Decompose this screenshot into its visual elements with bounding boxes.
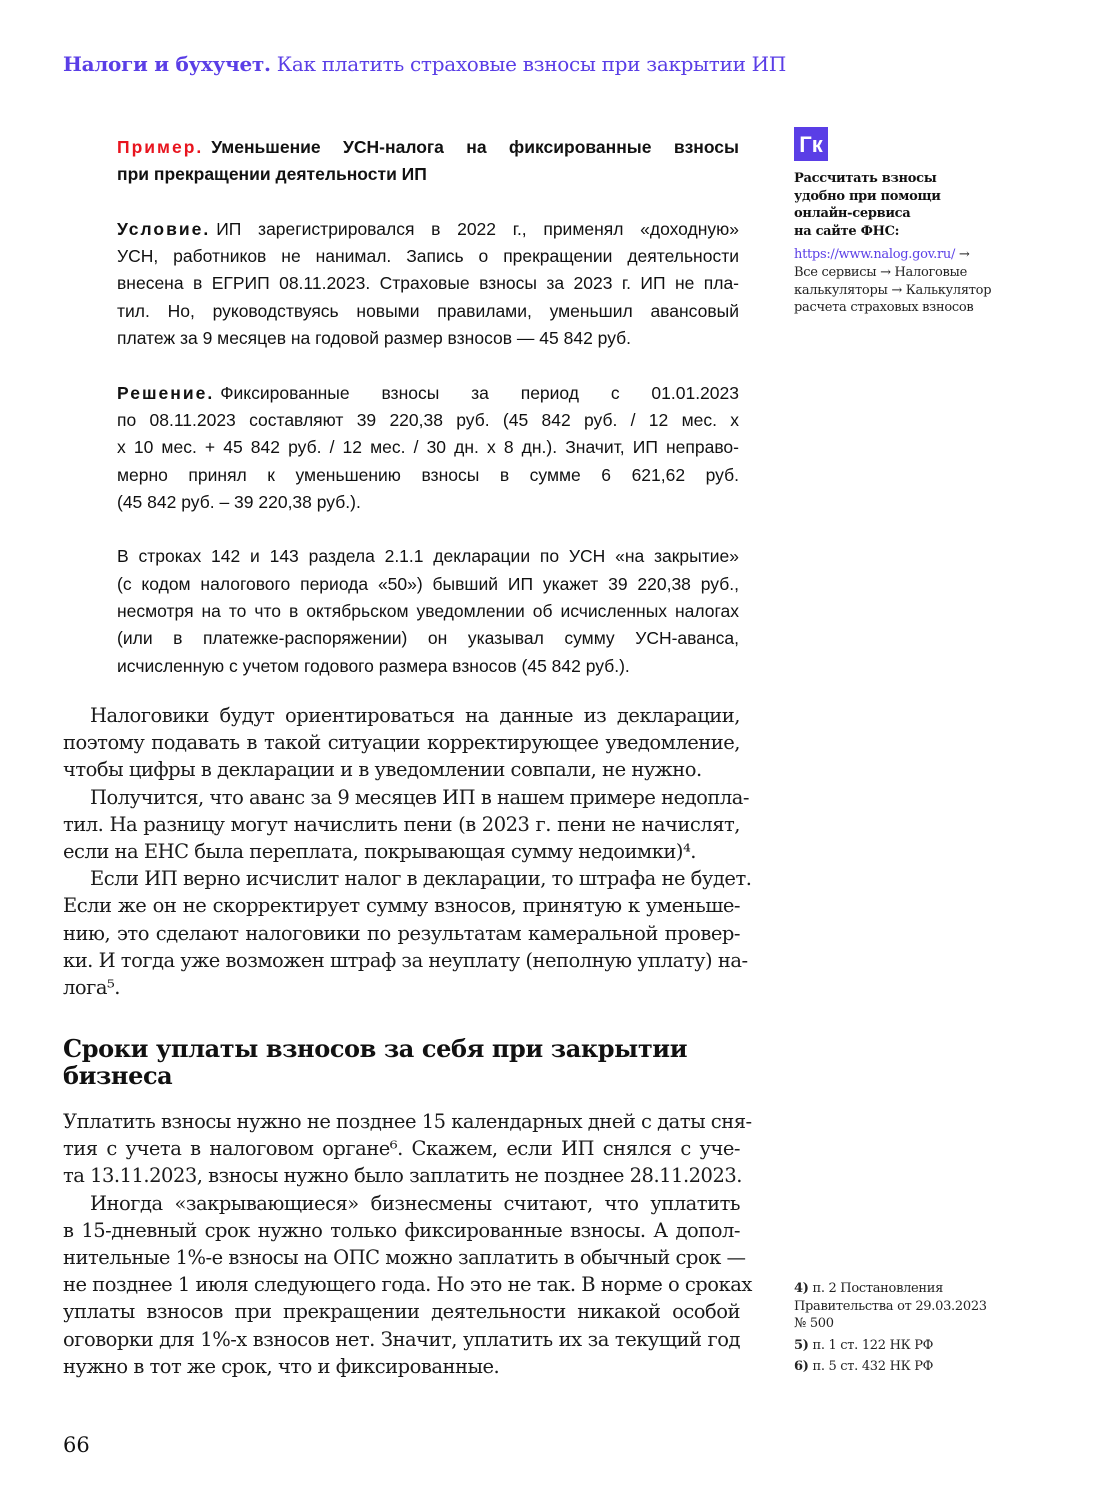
footnote-line bbox=[794, 1298, 1009, 1316]
paragraph-line: та 13.11.2023, взносы нужно было заплатить не позднее 28.11.2023. bbox=[63, 1164, 742, 1188]
footnote-line bbox=[794, 1315, 1009, 1333]
footnote-text: п. 2 Постановления bbox=[812, 1281, 944, 1296]
example-title-line: при прекращении деятельности ИП bbox=[117, 164, 427, 185]
sidebar-title-line: на сайте ФНС: bbox=[794, 223, 900, 239]
heading-line: Сроки уплаты взносов за себя при закрытии bbox=[63, 1034, 688, 1063]
line-text: несмотря на то что в октябрьском уведомлении об исчисленных налогах bbox=[117, 601, 739, 622]
footnotes bbox=[794, 1280, 1009, 1380]
example-line bbox=[117, 462, 739, 489]
footnote-number: 5) bbox=[794, 1337, 809, 1353]
paragraph-line: тил. На разницу могут начислить пени (в 2023 г. пени не начислят, bbox=[63, 812, 740, 836]
example-line bbox=[117, 270, 739, 297]
footnote bbox=[794, 1280, 1009, 1333]
example-note bbox=[117, 543, 739, 679]
sidebar-note bbox=[794, 170, 1009, 317]
paragraph-line: Получится, что аванс за 9 месяцев ИП в нашем примере недопла- bbox=[90, 785, 749, 809]
example-section-label: Решение. bbox=[117, 382, 215, 403]
example-solution bbox=[117, 380, 739, 516]
sidebar-title-line: Рассчитать взносы bbox=[794, 171, 937, 186]
example-title-line: Пример. Уменьшение УСН-налога на фиксированные взносы bbox=[117, 137, 739, 157]
body-text-bottom bbox=[63, 1108, 752, 1380]
line-text: внесена в ЕГРИП 08.11.2023. Страховые взносы за 2023 г. ИП не пла- bbox=[117, 273, 739, 294]
footnote bbox=[794, 1337, 1009, 1355]
footnote-text: Правительства от 29.03.2023 bbox=[794, 1298, 987, 1314]
fns-link[interactable]: https://www.nalog.gov.ru/ bbox=[794, 247, 956, 263]
footnote-text: № 500 bbox=[794, 1316, 834, 1332]
example-box bbox=[117, 134, 739, 680]
paragraph-line: оговорки для 1%-х взносов нет. Значит, уплатить их за текущий год bbox=[63, 1327, 740, 1351]
sidebar-title bbox=[794, 170, 1009, 240]
paragraph-line: поэтому подавать в такой ситуации корректирующее уведомление, bbox=[63, 731, 740, 755]
example-line bbox=[117, 653, 739, 680]
example-condition bbox=[117, 216, 739, 352]
paragraph-line: тия с учета в налоговом органе⁶. Скажем, если ИП снялся с уче- bbox=[63, 1137, 740, 1161]
section-heading bbox=[63, 1035, 687, 1089]
footnote-number: 4) bbox=[794, 1281, 809, 1296]
line-text: тил. Но, руководствуясь новыми правилами, уменьшил авансовый bbox=[117, 300, 739, 321]
paragraph-line: Если же он не скорректирует сумму взносов, принятую к уменьше- bbox=[63, 894, 740, 918]
paragraph-line: Налоговики будут ориентироваться на данные из декларации, bbox=[90, 704, 740, 727]
example-line bbox=[117, 243, 739, 270]
paragraph-line: ки. И тогда уже возможен штраф за неуплату (неполную уплату) на- bbox=[63, 948, 748, 972]
sidebar-path-line: Все сервисы → Налоговые bbox=[794, 264, 967, 280]
line-text: В строках 142 и 143 раздела 2.1.1 декларации по УСН «на закрытие» bbox=[117, 546, 739, 567]
example-line bbox=[117, 489, 739, 516]
paragraph-line: нужно в тот же срок, что и фиксированные. bbox=[63, 1354, 500, 1378]
footnote-line bbox=[794, 1337, 1009, 1355]
line-text: Фиксированные взносы за период с 01.01.2023 bbox=[220, 382, 739, 403]
paragraph-line: Иногда «закрывающиеся» бизнесмены считают, что уплатить bbox=[90, 1191, 740, 1215]
line-text: мерно принял к уменьшению взносы в сумме 6 621,62 руб. bbox=[117, 464, 739, 485]
example-line bbox=[117, 380, 739, 407]
paragraph-line: в 15-дневный срок нужно только фиксированные взносы. А допол- bbox=[63, 1218, 740, 1242]
paragraph-line: Уплатить взносы нужно не позднее 15 календарных дней с даты сня- bbox=[63, 1110, 752, 1133]
page-number: 66 bbox=[63, 1433, 90, 1457]
footnote-line bbox=[794, 1358, 1009, 1376]
line-text: по 08.11.2023 составляют 39 220,38 руб. (45 842 руб. / 12 мес. х bbox=[117, 409, 739, 430]
footnote-text: п. 5 ст. 432 НК РФ bbox=[812, 1359, 934, 1375]
example-line bbox=[117, 571, 739, 598]
body-text-top bbox=[63, 702, 752, 1001]
example-line bbox=[117, 543, 739, 570]
sidebar-path-line: расчета страховых взносов bbox=[794, 300, 974, 316]
line-text: (или в платежке-распоряжении) он указывал сумму УСН-аванса, bbox=[117, 628, 739, 649]
example-section-label: Условие. bbox=[117, 218, 211, 239]
paragraph-line: нию, это сделают налоговики по результатам камеральной провер- bbox=[63, 921, 740, 945]
example-line bbox=[117, 298, 739, 325]
line-text: платеж за 9 месяцев на годовой размер взносов — 45 842 руб. bbox=[117, 328, 632, 349]
sidebar-title-line: удобно при помощи bbox=[794, 188, 941, 204]
example-line bbox=[117, 325, 739, 352]
paragraph-line: чтобы цифры в декларации и в уведомлении совпали, не нужно. bbox=[63, 758, 702, 782]
footnote-number: 6) bbox=[794, 1359, 809, 1375]
footnote-text: п. 1 ст. 122 НК РФ bbox=[812, 1337, 934, 1353]
footnote-line bbox=[794, 1280, 1009, 1298]
line-text: УСН, работников не нанимал. Запись о прекращении деятельности bbox=[117, 246, 739, 267]
arrow: → bbox=[958, 247, 970, 263]
line-text: х 10 мес. + 45 842 руб. / 12 мес. / 30 дн. х 8 дн.). Значит, ИП неправо- bbox=[117, 437, 739, 458]
logo-text: Гк bbox=[799, 132, 823, 157]
running-head-title: Как платить страховые взносы при закрытии ИП bbox=[276, 52, 786, 76]
running-head bbox=[63, 52, 786, 76]
line-text: (45 842 руб. – 39 220,38 руб.). bbox=[117, 491, 361, 512]
footnote bbox=[794, 1358, 1009, 1376]
sidebar-path-line: калькуляторы → Калькулятор bbox=[794, 282, 992, 298]
example-label: Пример. bbox=[117, 137, 204, 157]
paragraph-line: лога⁵. bbox=[63, 976, 120, 1000]
example-line bbox=[117, 407, 739, 434]
paragraph-line: уплаты взносов при прекращении деятельности никакой особой bbox=[63, 1300, 740, 1324]
example-line bbox=[117, 434, 739, 461]
paragraph-line: не позднее 1 июля следующего года. Но это не так. В норме о сроках bbox=[63, 1273, 752, 1297]
example-line bbox=[117, 625, 739, 652]
line-text: исчисленную с учетом годового размера взносов (45 842 руб.). bbox=[117, 655, 630, 676]
paragraph-line: если на ЕНС была переплата, покрывающая сумму недоимки)⁴. bbox=[63, 840, 696, 864]
paragraph-line: нительные 1%-е взносы на ОПС можно заплатить в обычный срок — bbox=[63, 1246, 746, 1270]
sidebar-path bbox=[794, 246, 1009, 264]
line-text: ИП зарегистрировался в 2022 г., применял «доходную» bbox=[216, 218, 739, 239]
example-line bbox=[117, 598, 739, 625]
line-text: (с кодом налогового периода «50») бывший ИП укажет 39 220,38 руб., bbox=[117, 573, 739, 594]
sidebar-title-line: онлайн-сервиса bbox=[794, 206, 911, 222]
heading-line: бизнеса bbox=[63, 1061, 173, 1090]
paragraph-line: Если ИП верно исчислит налог в декларации, то штрафа не будет. bbox=[90, 867, 752, 891]
logo-icon bbox=[794, 127, 828, 161]
running-head-section: Налоги и бухучет. bbox=[63, 52, 271, 76]
example-line bbox=[117, 216, 739, 243]
